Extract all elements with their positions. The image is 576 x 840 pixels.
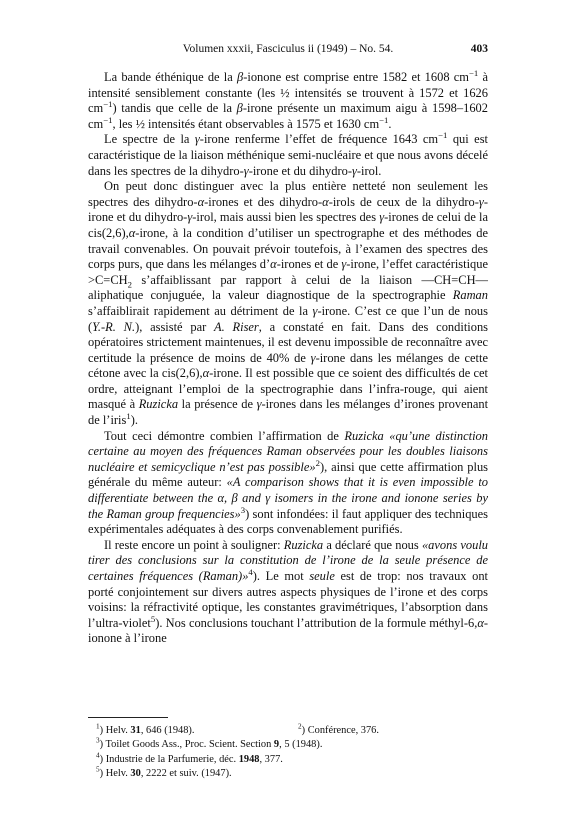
- paragraph: Il reste encore un point à souligner: Ruzicka a déclaré que nous «avons voulu tirer des conclusions sur la constitution de l’irone de la seule présence de certaines fréquences (Raman)»$^4$). Le mot seule est de trop: nos travaux ont porté conjointement sur divers autres aspects physiques de l’irone et des corps voisins: la réfractivité optique, les constantes gravimétriques, l’absorption dans l’ultra-violet$^5$). Nos conclusions touchant l’attribution de la formule méthyl-6,α-ionone à l’irone: [88, 537, 489, 646]
- paragraph: La bande éthénique de la β-ionone est comprise entre 1582 et 1608 $cm^{-1}$ à intensité sensiblement constante (les ½ intensités se trouvent à 1572 et 1626 $cm^{-1}$) tandis que celle de la β-irone présente un maximum aigu à 1598–1602 $cm^{-1}$, les ½ intensités étant observables à 1575 et 1630 $cm^{-1}$.: [88, 67, 488, 131]
- footnotes: [88, 724, 488, 782]
- footnote: $^5$) Helv. 30, 2222 et suiv. (1947).: [96, 765, 232, 780]
- footnote: $^1$) Helv. 31, 646 (1948).: [96, 722, 195, 736]
- footnote: $^2$) Conférence, 376.: [298, 722, 379, 736]
- running-title: Volumen xxxii, Fasciculus ii (1949) – No. 54.: [182, 43, 394, 55]
- body-text: [88, 67, 489, 647]
- footnote-rule: [88, 717, 168, 718]
- page-number: 403: [470, 43, 488, 55]
- running-header: [88, 42, 488, 56]
- paragraph: Le spectre de la γ-irone renferme l’effet de fréquence 1643 $cm^{-1}$ qui est caractéristique de la liaison méthénique semi-nucléaire et que nous avons décelé dans les spectres de la dihydro-γ-irone et du dihydro-γ-irol.: [88, 130, 488, 178]
- paragraph: On peut donc distinguer avec la plus entière netteté non seulement les spectres des dihydro-α-irones et des dihydro-α-irols de ceux de la dihydro-γ-irone et du dihydro-γ-irol, mais aussi bien les spectres des γ-irones de celui de la cis(2,6),α-irone, à la condition d’utiliser un spectrographe et des méthodes de travail convenables. On pouvait prévoir toutefois, à l’examen des spectres des corps purs, que dans les mélanges d’α-irones et de γ-irone, l’effet caractéristique $>C=CH_2$ s’affaiblissant par rapport à celui de la liaison —CH=CH— aliphatique conjuguée, la valeur diagnostique de la spectrographie Raman s’affaiblirait rapidement au détriment de la γ-irone. C’est ce que l’un de nous (Y.-R. N.), assisté par A. Riser, a constaté en fait. Dans des conditions opératoires strictement maintenues, il est devenu impossible de reconnaître avec certitude la présence de moins de 40% de γ-irone dans les mélanges de cette cétone avec la cis(2,6),α-irone. Il est possible que ce soient des difficultés de cet ordre, atteignant l’emploi de la spectrographie dans l’infra-rouge, qui aient masqué à Ruzicka la présence de γ-irones dans les mélanges d’irones provenant de l’iris$^1$).: [88, 179, 489, 428]
- footnote: $^4$) Industrie de la Parfumerie, déc. 1948, 377.: [96, 751, 283, 765]
- paragraph: Tout ceci démontre combien l’affirmation de Ruzicka «qu’une distinction certaine au moyen des fréquences Raman observées pour les doubles liaisons nucléaire et semicyclique n’est pas possible»$^2$), ainsi que cette affirmation plus générale du même auteur: «A comparison shows that it is even impossible to differentiate between the α, β and γ isomers in the irone and ionone series by the Raman group frequencies»$^3$) sont infondées: il faut appliquer des techniques expérimentales adéquates à des corps convenablement purifiés.: [88, 428, 489, 537]
- footnote: $^3$) Toilet Goods Ass., Proc. Scient. Section 9, 5 (1948).: [96, 736, 323, 751]
